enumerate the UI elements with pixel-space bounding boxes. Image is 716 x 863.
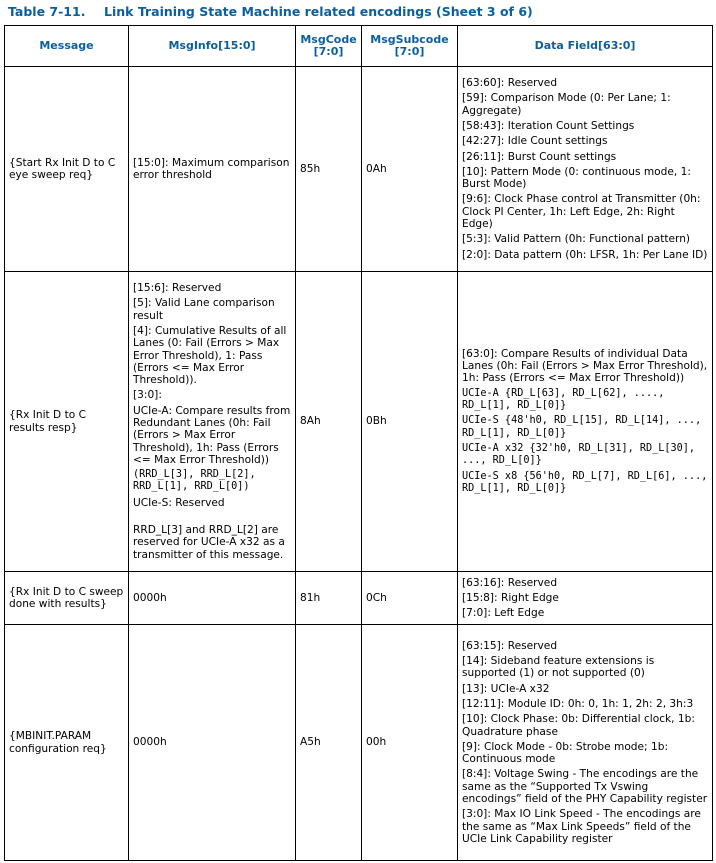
table-number: Table 7-11. [8,4,86,19]
datafield-line: [13]: UCIe-A x32 [462,682,550,695]
table-row [5,625,713,861]
datafield-line: [9]: Clock Mode - 0b: Strobe mode; 1b: Continuous mode [462,740,669,766]
msgsubcode-cell: 0Ch [362,572,458,625]
datafield-line: [7:0]: Left Edge [462,607,545,620]
datafield-cell [458,67,713,272]
datafield-line: [63:60]: Reserved [462,77,558,90]
message-cell: {Start Rx Init D to C eye sweep req} [5,67,129,272]
msginfo-cell [129,572,296,625]
datafield-line: [63:0]: Compare Results of individual Data Lanes (0h: Fail (Errors > Max Error Threshold), 1h: Pass (Errors <= Max Error Threshold)) [462,347,708,385]
header-message: Message [5,26,129,67]
table-title: Link Training State Machine related encodings (Sheet 3 of 6) [104,4,533,19]
message-cell: {Rx Init D to C sweep done with results} [5,572,129,625]
datafield-line: [15:8]: Right Edge [462,591,559,604]
header-datafield: Data Field[63:0] [458,26,713,67]
header-msgsubcode-line2: [7:0] [394,45,425,58]
datafield-cell [458,625,713,861]
spacer [133,512,291,524]
datafield-line: [26:11]: Burst Count settings [462,150,617,163]
datafield-line: [42:27]: Idle Count settings [462,135,608,148]
datafield-line: UCIe-A {RD_L[63], RD_L[62], ...., RD_L[1], RD_L[0]} [462,387,665,412]
header-row [5,26,713,67]
datafield-cell [458,572,713,625]
encodings-table [4,25,713,861]
msginfo-cell [129,67,296,272]
datafield-line: [14]: Sideband feature extensions is supported (1) or not supported (0) [462,655,655,680]
message-cell: {Rx Init D to C results resp} [5,272,129,572]
datafield-line: [10]: Pattern Mode (0: continuous mode, 1: Burst Mode) [462,165,691,191]
datafield-line: [3:0]: Max IO Link Speed - The encodings are the same as “Max Link Speeds” field of the UCIe Link Capability register [462,808,701,845]
msgsubcode-cell: 0Ah [362,67,458,272]
datafield-line: UCIe-A x32 {32'h0, RD_L[31], RD_L[30], ..., RD_L[0]} [462,442,696,467]
msginfo-line: 0000h [133,591,167,604]
msginfo-line: [4]: Cumulative Results of all Lanes (0: Fail (Errors > Max Error Threshold), 1: Pass (Errors <= Max Error Threshold)). [133,324,287,387]
datafield-line: UCIe-S x8 {56'h0, RD_L[7], RD_L[6], ..., RD_L[1], RD_L[0]} [462,470,708,494]
header-msgsubcode-line1: MsgSubcode [370,32,449,46]
msginfo-line: (RRD_L[3], RRD_L[2], RRD_L[1], RRD_L[0]) [133,469,256,493]
datafield-line: [12:11]: Module ID: 0h: 0, 1h: 1, 2h: 2, 3h:3 [462,697,694,710]
table-row [5,67,713,272]
msgcode-cell: A5h [296,625,362,861]
msgcode-cell: 85h [296,67,362,272]
msginfo-line: UCIe-A: Compare results from Redundant Lanes (0h: Fail (Errors > Max Error Threshold), 1h: Pass (Errors <= Max Error Threshold)) [133,404,291,466]
msgcode-cell: 8Ah [296,272,362,572]
msginfo-line: [3:0]: [133,389,162,402]
msginfo-line: [15:6]: Reserved [133,282,222,295]
header-msgsubcode [362,26,458,67]
msgsubcode-cell: 00h [362,625,458,861]
table-caption [8,4,533,19]
msginfo-cell [129,272,296,572]
datafield-line: UCIe-S {48'h0, RD_L[15], RD_L[14], ..., RD_L[1], RD_L[0]} [462,415,702,439]
datafield-cell [458,272,713,572]
msginfo-line: [15:0]: Maximum comparison error threshold [133,156,290,181]
msginfo-cell [129,625,296,861]
header-msgcode-line1: MsgCode [300,32,357,46]
msginfo-line: 0000h [133,736,167,749]
datafield-line: [10]: Clock Phase: 0b: Differential clock, 1b: Quadrature phase [462,713,695,738]
datafield-line: [5:3]: Valid Pattern (0h: Functional pattern) [462,233,691,246]
datafield-line: [59]: Comparison Mode (0: Per Lane; 1: Aggregate) [462,92,671,117]
msginfo-line: RRD_L[3] and RRD_L[2] are reserved for UCIe-A x32 as a transmitter of this message. [133,524,285,561]
msginfo-line: [5]: Valid Lane comparison result [133,297,275,322]
table-row [5,272,713,572]
datafield-line: [63:15]: Reserved [462,639,558,652]
msgcode-cell: 81h [296,572,362,625]
msgsubcode-cell: 0Bh [362,272,458,572]
header-msgcode [296,26,362,67]
datafield-line: [2:0]: Data pattern (0h: LFSR, 1h: Per Lane ID) [462,248,708,261]
header-msginfo: MsgInfo[15:0] [129,26,296,67]
msginfo-line: UCIe-S: Reserved [133,496,225,509]
datafield-line: [63:16]: Reserved [462,576,558,589]
message-cell: {MBINIT.PARAM configuration req} [5,625,129,861]
table-row [5,572,713,625]
header-msgcode-line2: [7:0] [313,45,344,58]
datafield-line: [9:6]: Clock Phase control at Transmitter (0h: Clock PI Center, 1h: Left Edge, 2h: Right Edge) [462,193,701,231]
datafield-line: [58:43]: Iteration Count Settings [462,119,635,132]
datafield-line: [8:4]: Voltage Swing - The encodings are the same as the “Supported Tx Vswing encodings” field of the PHY Capability register [462,768,708,806]
